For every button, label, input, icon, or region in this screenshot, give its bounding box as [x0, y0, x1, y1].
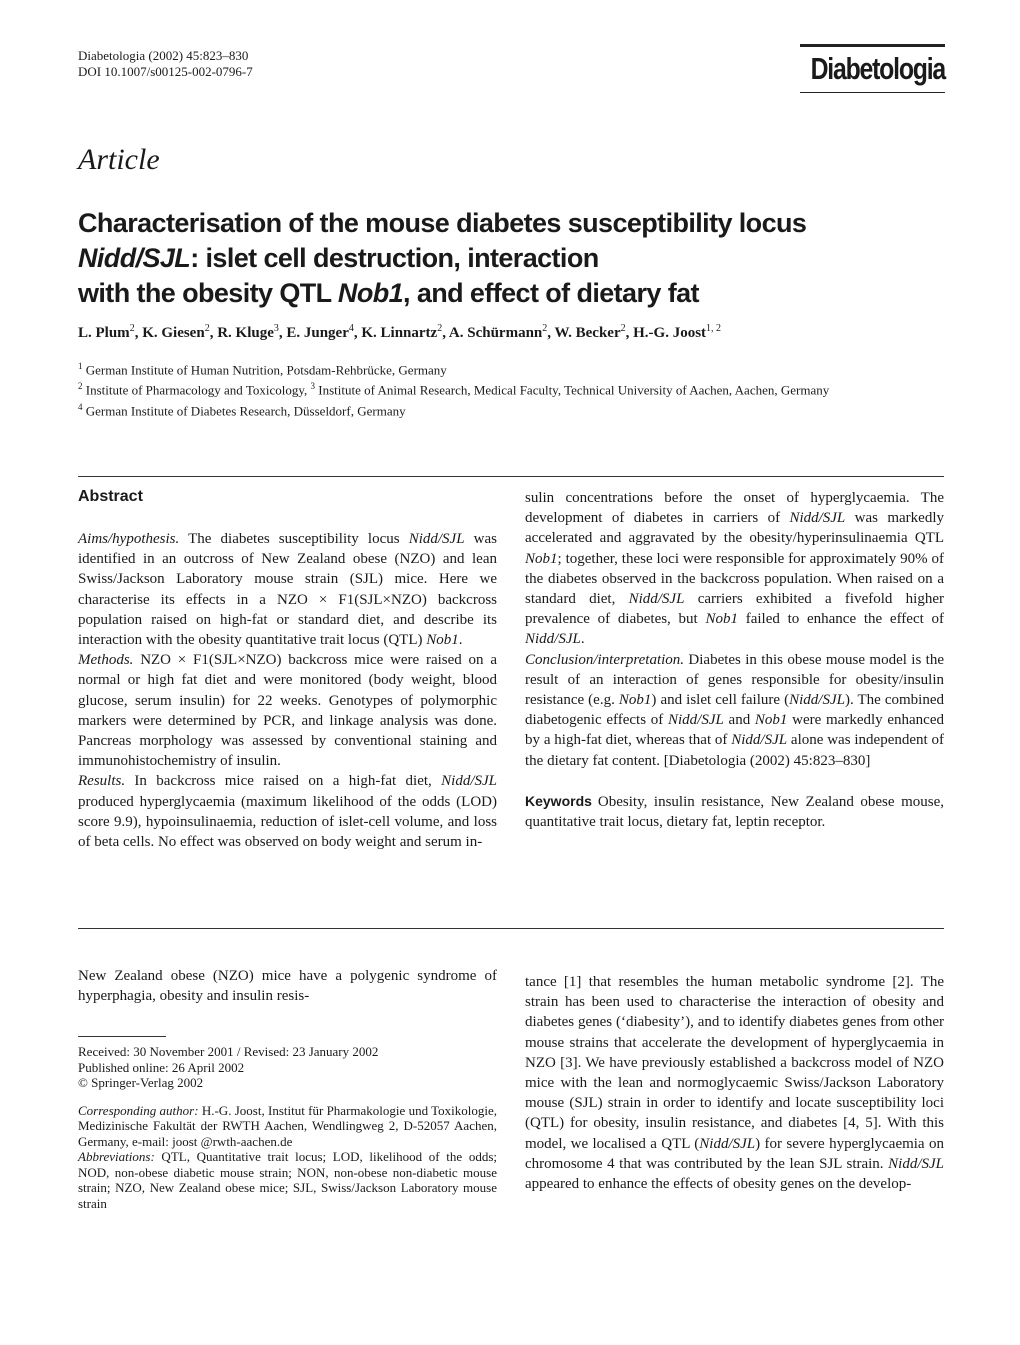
title-line-3-rest: , and effect of dietary fat — [403, 278, 699, 308]
author: A. Schürmann — [448, 325, 543, 341]
conclusion-label: Conclusion/interpretation. — [525, 651, 685, 668]
title-line-1: Characterisation of the mouse diabetes susceptibility locus — [78, 208, 807, 238]
author-affil-sup: 2 — [542, 323, 548, 334]
abstract-right-column: sulin concentrations before the onset of hyperglycaemia. The development of diabetes in carriers of Nidd/SJL was markedly accelerated and aggravated by the obesity/hyperinsulinaemia QTL Nob1; together, these loci were responsible for approximately 90% of the diabetes observed in the backcross population. When raised on a standard diet, Nidd/SJL carriers exhibited a fivefold higher prevalence of diabetes, but Nob1 failed to enhance the effect of Nidd/SJL. Conclusion/interpretation. Diabetes in this obese mouse model is the result of an interaction of genes responsible for obesity/insulin resistance (e.g. Nob1) and islet cell failure (Nidd/SJL). The combined diabetogenic effects of Nidd/SJL and Nob1 were markedly enhanced by a high-fat diet, whereas that of Nidd/SJL alone was independent of the dietary fat content. [Diabetologia (2002) 45:823–830] Keywords Obesity, insulin resistance, New Zealand obese mouse, quantitative trait locus, dietary fat, leptin receptor. — [525, 490, 945, 831]
author-affil-sup: 2 — [620, 323, 626, 334]
affiliation-1: $^1$ German Institute of Human Nutrition, Potsdam-Rehbrücke, Germany — [78, 361, 447, 378]
methods-label: Methods. — [78, 652, 134, 669]
author: H.-G. Joost — [633, 325, 707, 341]
affiliations — [78, 358, 948, 419]
journal-citation: Diabetologia (2002) 45:823–830 — [78, 48, 249, 63]
author: E. Junger — [286, 325, 349, 341]
affiliation-2-3: $^2$ Institute of Pharmacology and Toxicology, $^3$ Institute of Animal Research, Medical Faculty, Technical University of Aachen, Aachen, Germany — [78, 381, 830, 398]
title-line-3 — [78, 276, 958, 311]
author: K. Giesen — [142, 325, 205, 341]
abstract-bottom-rule — [78, 928, 944, 929]
logo-text: Diabetologia — [810, 51, 945, 86]
journal-logo — [800, 44, 945, 93]
body-right-column: tance [1] that resembles the human metabolic syndrome [2]. The strain has been used to characterise the interaction of obesity and diabetes genes (‘diabesity’), and to identify diabetes genes from other mouse strains that accelerate the development of hyperglycaemia in NZO [3]. We have previously established a backcross model of NZO mice with the lean and normoglycaemic Swiss/Jackson Laboratory mouse (SJL) strain in order to identify and locate susceptibility loci (QTL) for obesity, insulin resistance, and diabetes [4, 5]. With this model, we localised a QTL (Nidd/SJL) for severe hyperglycaemia on chromosome 4 that was contributed by the lean SJL strain. Nidd/SJL appeared to enhance the effects of obesity genes on the develop- — [525, 974, 944, 1193]
article-notes — [78, 1044, 497, 1211]
logo-bottom-rule — [800, 92, 945, 93]
abstract-left-column: Aims/hypothesis. The diabetes susceptibility locus Nidd/SJL was identified in an outcross of New Zealand obese (NZO) and lean Swiss/Jackson Laboratory mouse strain (SJL) mice. Here we characterise its effects in a NZO × F1(SJL×NZO) backcross population raised on high-fat or standard diet, and describe its interaction with the obesity quantitative trait locus (QTL) Nob1. Methods. NZO × F1(SJL×NZO) backcross mice were raised on a normal or high fat diet and were monitored (body weight, blood glucose, serum insulin) for 22 weeks. Genotypes of polymorphic markers were determined by PCR, and linkage analysis was done. Pancreas morphology was assessed by conventional staining and immunohistochemistry of insulin. Results. In backcross mice raised on a high-fat diet, Nidd/SJL produced hyperglycaemia (maximum likelihood of the odds (LOD) score 9.9), hypoinsulinaemia, reduction of islet-cell volume, and loss of beta cells. No effect was observed on body weight and serum in- — [78, 531, 497, 851]
logo-top-rule — [800, 44, 945, 47]
abbreviations: Abbreviations: QTL, Quantitative trait locus; LOD, likelihood of the odds; NOD, non-obese diabetic mouse strain; NON, non-obese non-diabetic mouse strain; NZO, New Zealand obese mice; SJL, Swiss/Jackson Laboratory mouse strain — [78, 1149, 497, 1211]
title-line-3-start: with the obesity QTL — [78, 278, 338, 308]
corresponding-author: Corresponding author: H.-G. Joost, Institut für Pharmakologie und Toxikologie, Medizinische Fakultät der RWTH Aachen, Wendlingweg 2, D-52057 Aachen, Germany, e-mail: joost @rwth-aachen.de — [78, 1102, 498, 1149]
footnote-rule — [78, 1036, 166, 1037]
copyright: © Springer-Verlag 2002 — [78, 1075, 204, 1090]
author: L. Plum — [78, 325, 130, 341]
author-affil-sup: 1, 2 — [706, 323, 722, 334]
title-line-2 — [78, 241, 958, 276]
published-date: Published online: 26 April 2002 — [78, 1059, 245, 1075]
author-list: L. Plum$^2$, K. Giesen$^2$, R. Kluge$^3$, E. Junger$^4$, K. Linnartz$^2$, A. Schürmann$^2$, W. Becker$^2$, H.-G. Joost$^{1, 2}$ — [78, 323, 722, 341]
keywords-label: Keywords — [525, 792, 592, 809]
author-affil-sup: 2 — [204, 323, 210, 334]
abstract-continued: sulin concentrations before the onset of hyperglycaemia. The development of diabetes in carriers of — [525, 490, 944, 527]
aims-label: Aims/hypothesis. — [78, 531, 180, 547]
author-affil-sup: 4 — [348, 323, 354, 334]
abstract-heading: Abstract — [78, 488, 143, 505]
author: K. Linnartz — [361, 325, 438, 341]
received-date: Received: 30 November 2001 / Revised: 23 January 2002 — [78, 1044, 379, 1059]
author-affil-sup: 2 — [129, 323, 135, 334]
body-left-column: New Zealand obese (NZO) mice have a polygenic syndrome of hyperphagia, obesity and insulin resis- — [78, 968, 497, 1005]
section-label: Article — [78, 143, 160, 176]
keywords: Obesity, insulin resistance, New Zealand obese mouse, quantitative trait locus, dietary fat, leptin receptor. — [525, 793, 944, 831]
title-line-2-rest: : islet cell destruction, interaction — [190, 243, 599, 273]
abstract-top-rule — [78, 476, 944, 477]
author: W. Becker — [554, 325, 621, 341]
author: R. Kluge — [217, 325, 274, 341]
results-label: Results. — [78, 773, 126, 790]
article-title — [78, 206, 958, 311]
journal-citation-block — [78, 48, 253, 80]
author-affil-sup: 3 — [273, 323, 279, 334]
title-qtl: Nob1 — [337, 278, 404, 308]
affiliation-4: $^4$ German Institute of Diabetes Research, Düsseldorf, Germany — [78, 401, 406, 418]
doi: DOI 10.1007/s00125-002-0796-7 — [78, 64, 253, 79]
author-affil-sup: 2 — [437, 323, 443, 334]
title-locus: Nidd/SJL — [78, 243, 191, 273]
